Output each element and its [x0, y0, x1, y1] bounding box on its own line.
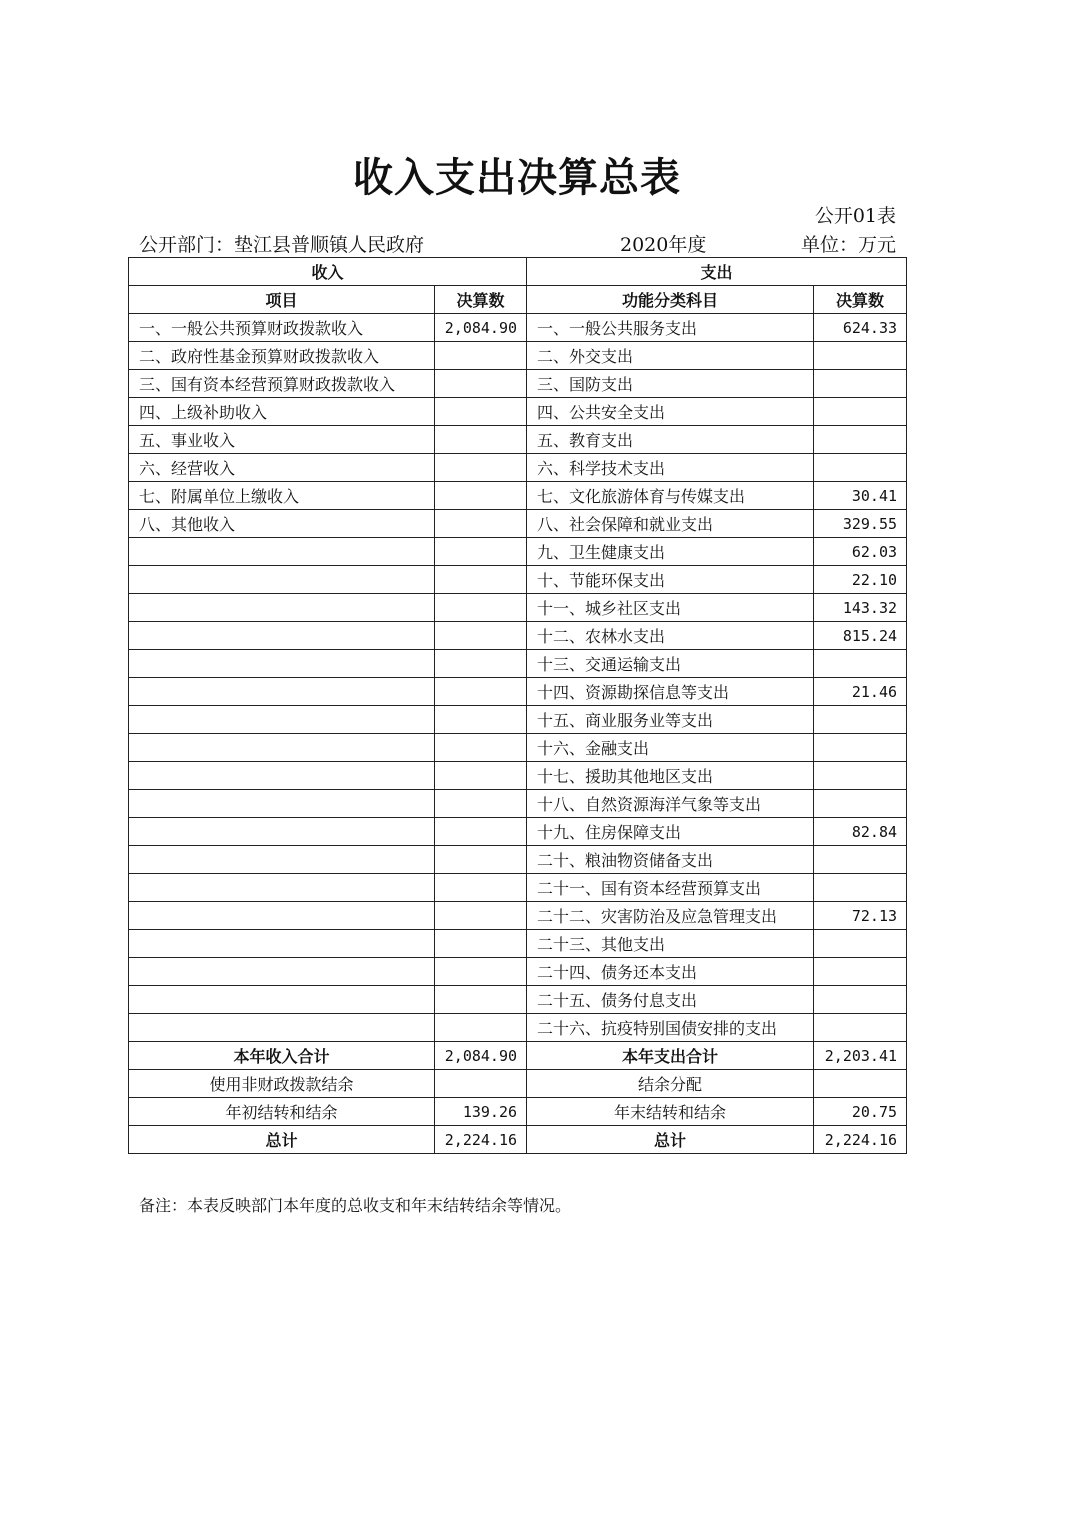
income-item-cell: 一、一般公共预算财政拨款收入	[129, 314, 435, 342]
expense-amount-cell: 30.41	[814, 482, 907, 510]
income-item-cell: 七、附属单位上缴收入	[129, 482, 435, 510]
table-row	[129, 454, 907, 482]
income-item-cell	[129, 902, 435, 930]
summary-income-amount	[435, 1070, 527, 1098]
income-amount-cell	[435, 482, 527, 510]
table-row	[129, 482, 907, 510]
income-amount-cell	[435, 398, 527, 426]
summary-expense-amount	[814, 1070, 907, 1098]
summary-income-amount: 2,084.90	[435, 1042, 527, 1070]
income-item-cell: 六、经营收入	[129, 454, 435, 482]
table-row	[129, 398, 907, 426]
income-item-cell: 三、国有资本经营预算财政拨款收入	[129, 370, 435, 398]
summary-expense-label: 年末结转和结余	[527, 1098, 814, 1126]
income-amount-cell	[435, 566, 527, 594]
expense-item-cell: 九、卫生健康支出	[527, 538, 814, 566]
income-amount-cell: 2,084.90	[435, 314, 527, 342]
summary-expense-amount: 20.75	[814, 1098, 907, 1126]
income-amount-cell	[435, 426, 527, 454]
category-column-header: 功能分类科目	[527, 286, 814, 314]
income-item-cell	[129, 538, 435, 566]
expense-item-cell: 十八、自然资源海洋气象等支出	[527, 790, 814, 818]
income-item-cell	[129, 986, 435, 1014]
summary-expense-label: 总计	[527, 1126, 814, 1154]
expense-item-cell: 二十、粮油物资储备支出	[527, 846, 814, 874]
table-row	[129, 594, 907, 622]
expense-amount-cell: 815.24	[814, 622, 907, 650]
income-item-cell	[129, 622, 435, 650]
expense-item-cell: 二、外交支出	[527, 342, 814, 370]
table-row	[129, 930, 907, 958]
summary-row	[129, 1098, 907, 1126]
summary-expense-label: 本年支出合计	[527, 1042, 814, 1070]
expense-amount-cell: 72.13	[814, 902, 907, 930]
summary-income-label: 年初结转和结余	[129, 1098, 435, 1126]
expense-item-cell: 二十六、抗疫特别国债安排的支出	[527, 1014, 814, 1042]
income-amount-cell	[435, 986, 527, 1014]
expense-amount-cell	[814, 426, 907, 454]
summary-income-label: 本年收入合计	[129, 1042, 435, 1070]
summary-income-label: 使用非财政拨款结余	[129, 1070, 435, 1098]
expense-amount-cell	[814, 790, 907, 818]
income-amount-cell	[435, 342, 527, 370]
income-amount-cell	[435, 930, 527, 958]
expense-item-cell: 二十四、债务还本支出	[527, 958, 814, 986]
income-item-cell: 八、其他收入	[129, 510, 435, 538]
expense-item-cell: 十七、援助其他地区支出	[527, 762, 814, 790]
table-header-row	[129, 286, 907, 314]
expense-amount-cell: 22.10	[814, 566, 907, 594]
income-amount-cell	[435, 622, 527, 650]
expense-item-cell: 八、社会保障和就业支出	[527, 510, 814, 538]
income-item-cell	[129, 594, 435, 622]
expense-item-cell: 二十五、债务付息支出	[527, 986, 814, 1014]
expense-amount-cell: 624.33	[814, 314, 907, 342]
budget-table	[128, 257, 907, 1154]
expense-item-cell: 十二、农林水支出	[527, 622, 814, 650]
income-item-cell: 二、政府性基金预算财政拨款收入	[129, 342, 435, 370]
income-amount-cell	[435, 902, 527, 930]
expense-amount-cell	[814, 706, 907, 734]
expense-item-cell: 二十三、其他支出	[527, 930, 814, 958]
expense-amount-cell	[814, 342, 907, 370]
table-row	[129, 706, 907, 734]
expense-amount-cell	[814, 958, 907, 986]
expense-item-cell: 五、教育支出	[527, 426, 814, 454]
table-row	[129, 958, 907, 986]
table-row	[129, 342, 907, 370]
income-item-cell	[129, 734, 435, 762]
income-amount-cell	[435, 538, 527, 566]
expense-item-cell: 十三、交通运输支出	[527, 650, 814, 678]
income-amount-cell	[435, 790, 527, 818]
table-row	[129, 538, 907, 566]
income-item-cell: 五、事业收入	[129, 426, 435, 454]
table-row	[129, 1014, 907, 1042]
summary-expense-label: 结余分配	[527, 1070, 814, 1098]
income-amount-cell	[435, 370, 527, 398]
income-amount-cell	[435, 846, 527, 874]
income-amount-cell	[435, 818, 527, 846]
income-amount-cell	[435, 1014, 527, 1042]
expense-amount-cell	[814, 986, 907, 1014]
income-amount-cell	[435, 650, 527, 678]
department-label: 公开部门：垫江县普顺镇人民政府	[139, 234, 425, 256]
expense-amount-cell	[814, 370, 907, 398]
summary-expense-amount: 2,203.41	[814, 1042, 907, 1070]
income-amount-cell	[435, 454, 527, 482]
income-item-cell	[129, 678, 435, 706]
table-row	[129, 370, 907, 398]
expense-amount-cell	[814, 454, 907, 482]
summary-income-amount: 139.26	[435, 1098, 527, 1126]
income-amount-cell	[435, 706, 527, 734]
year-label: 2020年度	[620, 234, 707, 256]
expense-amount-cell	[814, 734, 907, 762]
expense-amount-cell: 143.32	[814, 594, 907, 622]
expense-amount-cell	[814, 846, 907, 874]
expense-amount-cell: 21.46	[814, 678, 907, 706]
income-amount-column-header: 决算数	[435, 286, 527, 314]
income-item-cell	[129, 650, 435, 678]
expense-item-cell: 十六、金融支出	[527, 734, 814, 762]
income-item-cell	[129, 930, 435, 958]
expense-item-cell: 三、国防支出	[527, 370, 814, 398]
income-item-cell: 四、上级补助收入	[129, 398, 435, 426]
table-row	[129, 762, 907, 790]
table-row	[129, 650, 907, 678]
table-row	[129, 510, 907, 538]
unit-label: 单位：万元	[800, 234, 896, 256]
income-item-cell	[129, 846, 435, 874]
income-amount-cell	[435, 594, 527, 622]
page-title: 收入支出决算总表	[353, 155, 681, 201]
expense-item-cell: 七、文化旅游体育与传媒支出	[527, 482, 814, 510]
expense-item-cell: 十五、商业服务业等支出	[527, 706, 814, 734]
expense-item-cell: 二十一、国有资本经营预算支出	[527, 874, 814, 902]
expense-amount-cell	[814, 650, 907, 678]
table-row	[129, 426, 907, 454]
table-row	[129, 734, 907, 762]
summary-income-amount: 2,224.16	[435, 1126, 527, 1154]
income-header: 收入	[129, 258, 527, 286]
table-header-group-row	[129, 258, 907, 286]
expense-amount-cell	[814, 398, 907, 426]
expense-item-cell: 十、节能环保支出	[527, 566, 814, 594]
expense-amount-cell: 62.03	[814, 538, 907, 566]
income-amount-cell	[435, 762, 527, 790]
table-row	[129, 678, 907, 706]
summary-row	[129, 1042, 907, 1070]
income-item-cell	[129, 762, 435, 790]
expense-item-cell: 二十二、灾害防治及应急管理支出	[527, 902, 814, 930]
table-row	[129, 566, 907, 594]
income-item-cell	[129, 874, 435, 902]
table-row	[129, 986, 907, 1014]
expense-amount-column-header: 决算数	[814, 286, 907, 314]
expense-item-cell: 四、公共安全支出	[527, 398, 814, 426]
expense-header: 支出	[527, 258, 907, 286]
income-item-cell	[129, 706, 435, 734]
table-row	[129, 314, 907, 342]
income-item-cell	[129, 1014, 435, 1042]
expense-amount-cell: 82.84	[814, 818, 907, 846]
expense-amount-cell: 329.55	[814, 510, 907, 538]
footnote: 备注：本表反映部门本年度的总收支和年末结转结余等情况。	[139, 1196, 572, 1215]
summary-row	[129, 1070, 907, 1098]
expense-item-cell: 十九、住房保障支出	[527, 818, 814, 846]
income-amount-cell	[435, 678, 527, 706]
table-row	[129, 846, 907, 874]
expense-item-cell: 十一、城乡社区支出	[527, 594, 814, 622]
item-column-header: 项目	[129, 286, 435, 314]
income-item-cell	[129, 958, 435, 986]
expense-amount-cell	[814, 1014, 907, 1042]
summary-row	[129, 1126, 907, 1154]
summary-expense-amount: 2,224.16	[814, 1126, 907, 1154]
income-amount-cell	[435, 958, 527, 986]
income-amount-cell	[435, 510, 527, 538]
table-row	[129, 874, 907, 902]
table-row	[129, 818, 907, 846]
income-amount-cell	[435, 874, 527, 902]
expense-amount-cell	[814, 930, 907, 958]
expense-item-cell: 六、科学技术支出	[527, 454, 814, 482]
expense-amount-cell	[814, 762, 907, 790]
table-code: 公开01表	[814, 205, 896, 227]
table-row	[129, 902, 907, 930]
expense-item-cell: 一、一般公共服务支出	[527, 314, 814, 342]
expense-amount-cell	[814, 874, 907, 902]
income-amount-cell	[435, 734, 527, 762]
expense-item-cell: 十四、资源勘探信息等支出	[527, 678, 814, 706]
income-item-cell	[129, 790, 435, 818]
table-row	[129, 622, 907, 650]
income-item-cell	[129, 566, 435, 594]
income-item-cell	[129, 818, 435, 846]
table-row	[129, 790, 907, 818]
summary-income-label: 总计	[129, 1126, 435, 1154]
